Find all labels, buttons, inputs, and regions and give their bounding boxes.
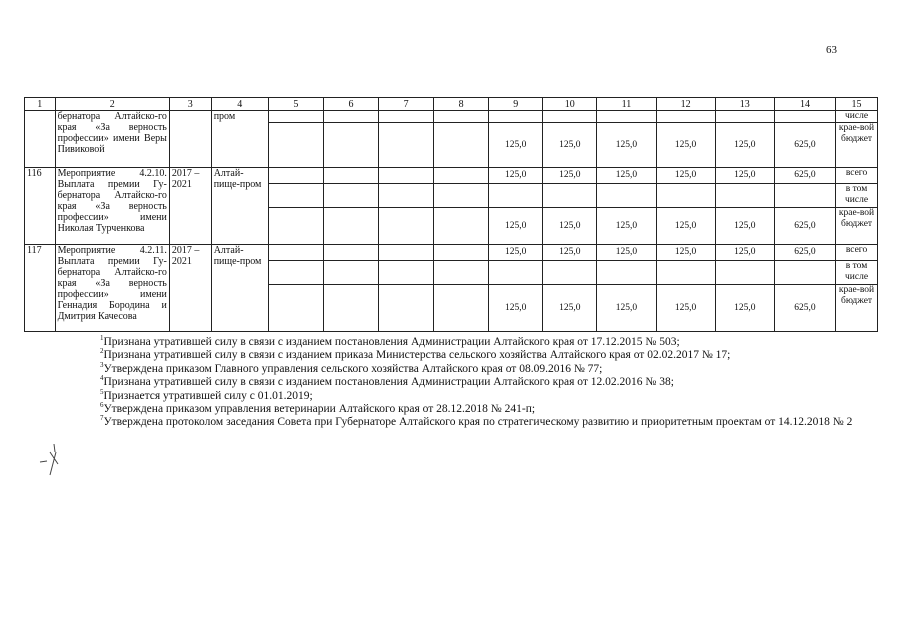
funding-source: в том числе	[836, 261, 878, 285]
program-table	[24, 97, 878, 332]
header-cell: 13	[715, 98, 774, 111]
value-cell: 125,0	[656, 123, 715, 168]
funding-source: крае-вой бюджет	[836, 208, 878, 245]
footnote-text: Утверждена приказом управления ветеринарии Алтайского края от 28.12.2018 № 241-п;	[103, 403, 536, 416]
value-cell: 625,0	[774, 208, 835, 245]
page-number: 63	[826, 44, 837, 56]
value-cell: 125,0	[656, 168, 715, 184]
period: 2017 – 2021	[169, 245, 211, 332]
value-cell: 125,0	[489, 168, 543, 184]
footnote-mark: 5	[100, 387, 104, 396]
funding-source: в том числе	[836, 184, 878, 208]
executor: Алтай-пище-пром	[211, 245, 268, 332]
footnote	[100, 387, 875, 403]
header-cell: 6	[323, 98, 378, 111]
value-cell: 125,0	[597, 285, 656, 332]
footnote-mark: 1	[100, 334, 104, 343]
funding-source: крае-вой бюджет	[836, 123, 878, 168]
value-cell: 125,0	[715, 285, 774, 332]
value-cell: 125,0	[543, 245, 597, 261]
measure-name: Мероприятие 4.2.10. Выплата премии Гу-бернатора Алтайско-го края «За верность профессии» имени Николая Турченкова	[55, 168, 169, 245]
handwritten-mark-icon	[38, 440, 66, 476]
footnote-text: Признана утратившей силу в связи с изданием приказа Министерства сельского хозяйства Алтайского края от 02.02.2017 № 17;	[103, 349, 731, 362]
value-cell: 125,0	[715, 245, 774, 261]
funding-source: всего	[836, 245, 878, 261]
header-cell: 4	[211, 98, 268, 111]
header-cell: 9	[489, 98, 543, 111]
value-cell: 125,0	[489, 123, 543, 168]
value-cell: 625,0	[774, 285, 835, 332]
value-cell: 125,0	[597, 208, 656, 245]
value-cell: 125,0	[656, 208, 715, 245]
value-cell: 125,0	[715, 123, 774, 168]
value-cell: 125,0	[489, 285, 543, 332]
footnote-mark: 6	[100, 401, 104, 410]
table-row	[25, 111, 878, 123]
footnote-mark: 2	[100, 347, 104, 356]
header-cell: 7	[379, 98, 434, 111]
value-cell: 125,0	[489, 245, 543, 261]
table-row	[25, 168, 878, 184]
header-cell: 14	[774, 98, 835, 111]
value-cell: 125,0	[543, 168, 597, 184]
header-cell: 1	[25, 98, 56, 111]
footnote	[100, 349, 875, 362]
value-cell: 125,0	[543, 285, 597, 332]
measure-name: бернатора Алтайско-го края «За верность профессии» имени Веры Пивиковой	[55, 111, 169, 168]
header-cell: 2	[55, 98, 169, 111]
executor: Алтай-пище-пром	[211, 168, 268, 245]
footnote	[100, 403, 875, 416]
header-cell: 11	[597, 98, 656, 111]
row-number: 116	[25, 168, 56, 245]
value-cell: 125,0	[656, 285, 715, 332]
footnote-text: Признается утратившей силу с 01.01.2019;	[103, 389, 313, 402]
value-cell: 125,0	[489, 208, 543, 245]
funding-source: всего	[836, 168, 878, 184]
header-cell: 3	[169, 98, 211, 111]
table-header-row	[25, 98, 878, 111]
table-row	[25, 245, 878, 261]
value-cell: 125,0	[656, 245, 715, 261]
period: 2017 – 2021	[169, 168, 211, 245]
footnote-text: Признана утратившей силу в связи с изданием постановления Администрации Алтайского края от 12.02.2016 № 38;	[103, 376, 674, 389]
footnotes	[100, 336, 875, 430]
value-cell: 625,0	[774, 123, 835, 168]
header-cell: 12	[656, 98, 715, 111]
value-cell: 125,0	[543, 123, 597, 168]
value-cell: 125,0	[715, 208, 774, 245]
footnote	[100, 336, 875, 349]
footnote-mark: 3	[100, 360, 104, 369]
value-cell: 125,0	[715, 168, 774, 184]
footnote	[100, 416, 875, 429]
measure-name: Мероприятие 4.2.11. Выплата премии Гу-бернатора Алтайско-го края «За верность профессии» имени Геннадия Бородина и Дмитрия Качесова	[55, 245, 169, 332]
header-cell: 15	[836, 98, 878, 111]
funding-source: крае-вой бюджет	[836, 285, 878, 332]
footnote-mark: 7	[100, 414, 104, 423]
value-cell: 125,0	[597, 245, 656, 261]
footnote-mark: 4	[100, 374, 104, 383]
value-cell: 625,0	[774, 168, 835, 184]
footnote-text: Утверждена протоколом заседания Совета при Губернаторе Алтайского края по стратегическому развитию и приоритетным проектам от 14.12.2018 № 2	[103, 416, 853, 429]
footnote	[100, 360, 875, 376]
footnote-text: Признана утратившей силу в связи с изданием постановления Администрации Алтайского края от 17.12.2015 № 503;	[103, 336, 680, 348]
footnote-text: Утверждена приказом Главного управления сельского хозяйства Алтайского края от 08.09.2016 № 77;	[103, 362, 603, 375]
executor: пром	[211, 111, 268, 168]
funding-source: числе	[836, 111, 878, 123]
header-cell: 5	[268, 98, 323, 111]
header-cell: 8	[434, 98, 489, 111]
header-cell: 10	[543, 98, 597, 111]
value-cell: 625,0	[774, 245, 835, 261]
value-cell: 125,0	[597, 168, 656, 184]
row-number: 117	[25, 245, 56, 332]
value-cell: 125,0	[597, 123, 656, 168]
footnote	[100, 376, 875, 389]
value-cell: 125,0	[543, 208, 597, 245]
